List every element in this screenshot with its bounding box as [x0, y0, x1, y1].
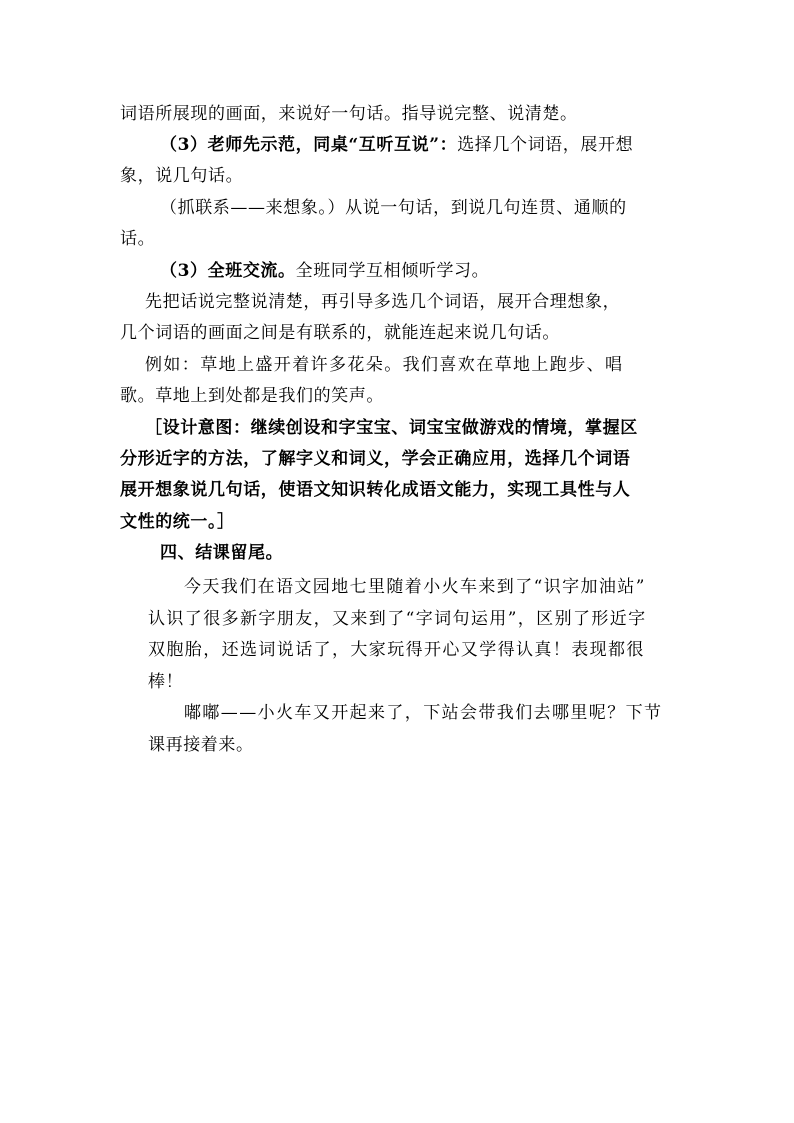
text-line: 课再接着来。	[148, 735, 254, 755]
text-line: 双胞胎，还选词说话了，大家玩得开心又学得认真！表现都很	[148, 640, 645, 660]
text-line: 嘟嘟——小火车又开起来了，下站会带我们去哪里呢？下节	[184, 703, 663, 723]
text-line	[160, 135, 633, 155]
text-line: 词语所展现的画面，来说好一句话。指导说完整、说清楚。	[120, 104, 578, 124]
text-line: 先把话说完整说清楚，再引导多选几个词语，展开合理想象，	[145, 292, 621, 312]
bold-heading: （3）老师先示范，同桌“互听互说”：	[160, 135, 458, 155]
text-line: 话。	[120, 229, 156, 249]
text-span: 选择几个词语，展开想	[457, 135, 634, 155]
bold-heading: （3）全班交流。	[160, 261, 296, 281]
design-intent-line: ［设计意图：继续创设和字宝宝、词宝宝做游戏的情境，掌握区	[145, 418, 638, 438]
text-line	[160, 261, 489, 281]
text-line: 今天我们在语文园地七里随着小火车来到了“识字加油站”	[184, 577, 646, 597]
text-line: 例如：草地上盛开着许多花朵。我们喜欢在草地上跑步、唱	[145, 355, 624, 375]
text-line: 几个词语的画面之间是有联系的，就能连起来说几句话。	[120, 323, 560, 343]
design-intent-line: 展开想象说几句话，使语文知识转化成语文能力，实现工具性与人	[120, 480, 631, 500]
text-span: 全班同学互相倾听学习。	[295, 261, 490, 281]
text-line: 歌。草地上到处都是我们的笑声。	[120, 386, 384, 406]
text-line: 象，说几句话。	[120, 166, 244, 186]
text-line: （抓联系——来想象。）从说一句话，到说几句连贯、通顺的	[160, 198, 627, 218]
section-heading: 四、结课留尾。	[160, 543, 284, 563]
text-line: 认识了很多新字朋友，又来到了“字词句运用”，区别了形近字	[148, 609, 647, 629]
design-intent-line: 文性的统一。］	[120, 512, 235, 532]
text-line: 棒！	[148, 672, 184, 692]
design-intent-line: 分形近字的方法，了解字义和词义，学会正确应用，选择几个词语	[120, 449, 631, 469]
